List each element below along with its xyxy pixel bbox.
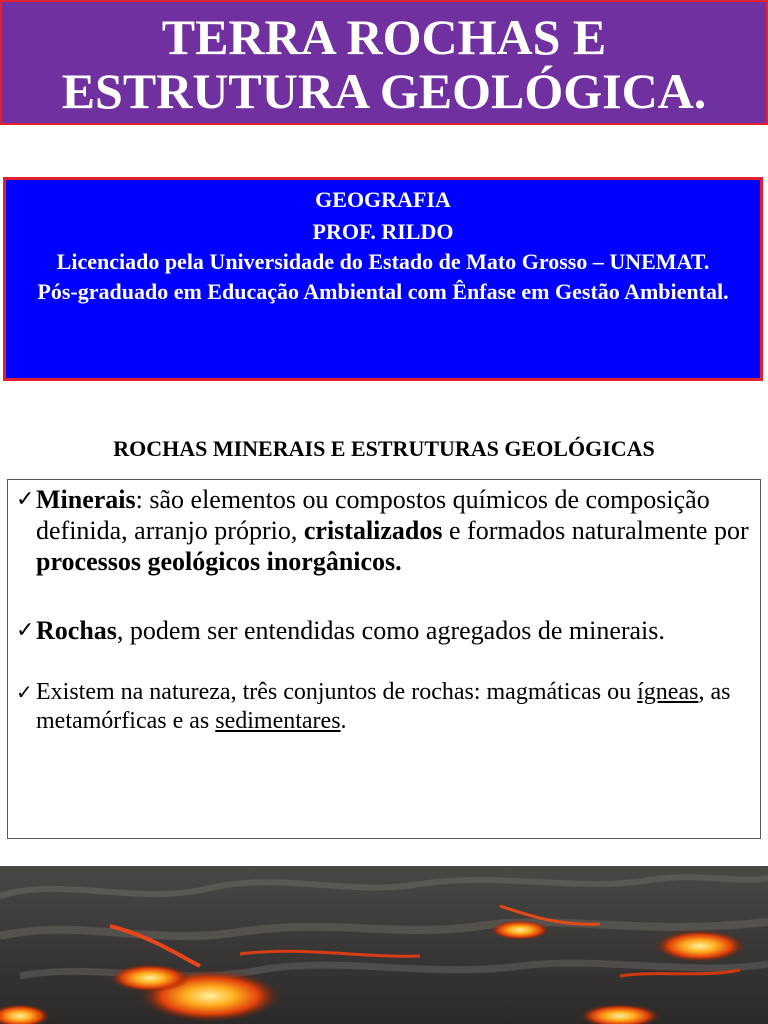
rocks-term: Rochas	[36, 616, 117, 645]
minerals-term: Minerais	[36, 485, 136, 514]
lava-flow-photo	[0, 866, 768, 1024]
groups-text-3: .	[340, 708, 347, 734]
groups-text-2: , as metamórficas e as	[36, 679, 731, 734]
degree-text: Licenciado pela Universidade do Estado de Mato Grosso – UNEMAT.	[56, 249, 710, 274]
minerals-text-2: e formados naturalmente por	[442, 516, 749, 545]
minerals-text-1: : são elementos ou compostos químicos de composição definida, arranjo próprio,	[36, 485, 710, 545]
subject-label: GEOGRAFIA	[315, 187, 451, 212]
slide-title-banner	[0, 0, 768, 125]
course-info-box	[3, 177, 763, 381]
postgrad-text: Pós-graduado em Educação Ambiental com Ênfase em Gestão Ambiental.	[37, 279, 729, 304]
minerals-emphasis-1: cristalizados	[303, 516, 443, 545]
teacher-label: PROF. RILDO	[312, 219, 454, 244]
slide-title-line-1: TERRA ROCHAS E	[161, 9, 607, 65]
groups-text-1: Existem na natureza, três conjuntos de rochas: magmáticas ou	[36, 679, 638, 705]
minerals-emphasis-2: processos geológicos inorgânicos.	[36, 547, 402, 576]
igneous-term: ígneas	[637, 679, 699, 705]
checkmark-icon: ✓	[16, 680, 33, 704]
rocks-text: , podem ser entendidas como agregados de minerais.	[116, 616, 665, 645]
checkmark-icon: ✓	[16, 618, 35, 643]
definitions-box	[7, 479, 761, 839]
slide-title-line-2: ESTRUTURA GEOLÓGICA.	[61, 63, 707, 119]
bullet-rock-groups	[16, 678, 754, 736]
sedimentary-term: sedimentares	[215, 708, 341, 734]
section-heading: ROCHAS MINERAIS E ESTRUTURAS GEOLÓGICAS	[113, 436, 655, 461]
bullet-rocks	[16, 615, 754, 646]
checkmark-icon: ✓	[16, 487, 35, 512]
bullet-minerals	[16, 484, 754, 577]
